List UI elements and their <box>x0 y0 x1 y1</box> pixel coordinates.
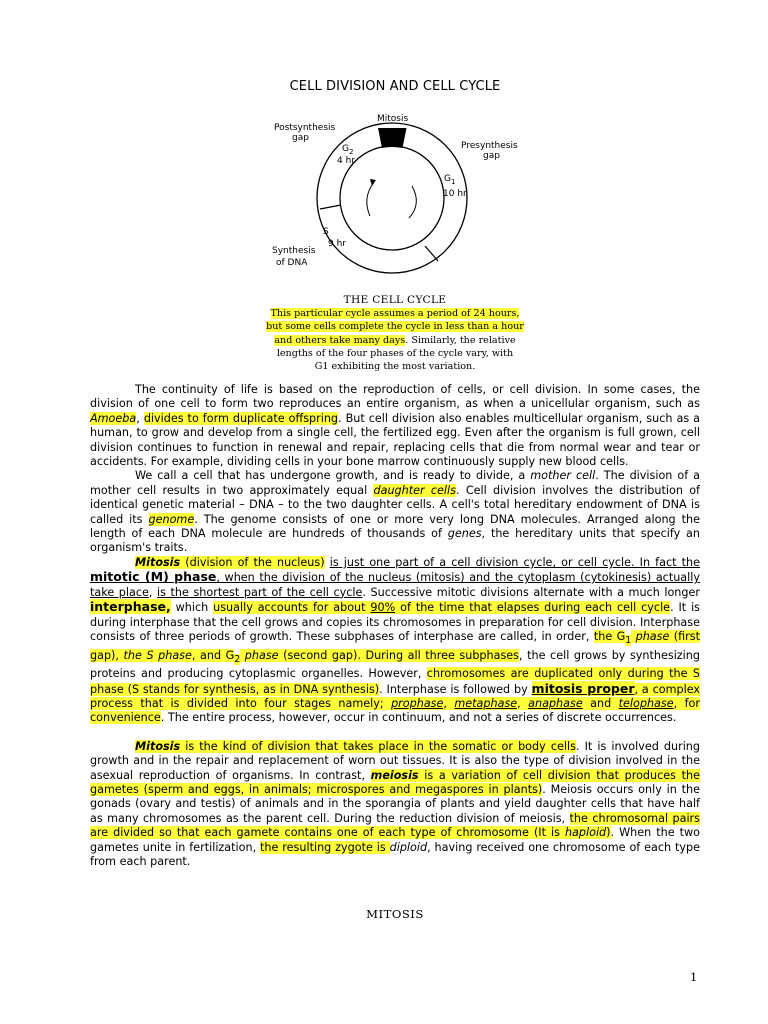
paragraph-2: We call a cell that has undergone growth, and is ready to divide, a mother cell. The division of a mother cell results in two approximately equal daughter cells. Cell division involves the distribution of identical genetic material – DNA – to the two daughter cells. A cell's total hereditary endowment of DNA is called its genome. The genome consists of one or more very long DNA molecules. Arranged along the length of each DNA molecule are hundreds of thousands of genes, the hereditary units that specify an organism's traits. <box>90 469 700 555</box>
label-postsynthesis-gap: gap <box>292 133 309 143</box>
label-s: S <box>323 227 329 237</box>
label-mitosis: Mitosis <box>377 114 409 124</box>
label-g2: $G_2$ <box>342 144 354 156</box>
caption-title: THE CELL CYCLE <box>343 294 447 306</box>
figure-caption <box>250 294 540 373</box>
paragraph-1: The continuity of life is based on the reproduction of cells, or cell division. In some cases, the division of one cell to form two reproduces an entire organism, as when a unicellular organism, such as Amoeba, divides to form duplicate offspring. But cell division also enables multicellular organism, such as a human, to grow and develop from a single cell, the fertilized egg. Even after the organism is full grown, cell division continues to function in renewal and repair, replacing cells that die from normal wear and tear or accidents. For example, dividing cells in your bone marrow continuously supply new blood cells. <box>90 383 700 469</box>
label-of-dna: of DNA <box>276 258 308 268</box>
caption-line-3b: . Similarly, the relative <box>405 334 516 346</box>
label-synthesis: Synthesis <box>272 246 316 256</box>
section-heading-mitosis: MITOSIS <box>366 907 424 921</box>
caption-line-4: lengths of the four phases of the cycle vary, with <box>276 347 514 359</box>
label-g2-hours: 4 hr <box>337 156 355 166</box>
paragraph-3: Mitosis (division of the nucleus) is just one part of a cell division cycle, or cell cycle. In fact the mitotic (M) phase, when the division of the nucleus (mitosis) and the cytoplasm (cytokinesis) actually take place, is the shortest part of the cell cycle. Successive mitotic divisions alternate with a much longer interphase, which usually accounts for about 90% of the time that elapses during each cell cycle. It is during interphase that the cell grows and copies its chromosomes in preparation for cell division. Interphase consists of three periods of growth. These subphases of interphase are called, in order, the $G_1$ phase (first gap), the S phase, and $G_2$ phase (second gap). During all three subphases, the cell grows by synthesizing proteins and producing cytoplasmic organelles. However, chromosomes are duplicated only during the S phase (S stands for synthesis, as in DNA synthesis). Interphase is followed by mitosis proper, a complex process that is divided into four stages namely; prophase, metaphase, anaphase and telophase, for convenience. The entire process, however, occur in continuum, and not a series of discrete occurrences. <box>90 555 701 725</box>
divider-g1-s <box>425 246 438 261</box>
caption-line-3a: and others take many days <box>274 334 406 346</box>
mitosis-segment <box>378 128 406 148</box>
divider-g2-s <box>320 205 341 209</box>
caption-line-2: but some cells complete the cycle in less than a hour <box>266 321 524 333</box>
body-text <box>90 383 700 869</box>
caption-line-1: This particular cycle assumes a period of 24 hours, <box>270 308 520 320</box>
caption-line-5: G1 exhibiting the most variation. <box>314 361 476 373</box>
cell-cycle-diagram <box>262 106 542 278</box>
paragraph-4: Mitosis is the kind of division that takes place in the somatic or body cells. It is involved during growth and in the repair and replacement of worn out tissues. It is also the type of division involved in the asexual reproduction of organisms. In contrast, meiosis is a variation of cell division that produces the gametes (sperm and eggs, in animals; microspores and megaspores in plants). Meiosis occurs only in the gonads (ovary and testis) of animals and in the sporangia of plants and yield daughter cells that have half as many chromosomes as the parent cell. During the reduction division of meiosis, the chromosomal pairs are divided so that each gamete contains one of each type of chromosome (It is haploid). When the two gametes unite in fertilization, the resulting zygote is diploid, having received one chromosome of each type from each parent. <box>90 739 701 869</box>
inner-ring <box>340 146 444 250</box>
label-presynthesis-gap: gap <box>483 151 500 161</box>
label-g1-hours: 10 hr <box>443 189 467 199</box>
cycle-arrow-left <box>367 182 374 216</box>
label-g1: $G_1$ <box>444 174 456 186</box>
label-postsynthesis: Postsynthesis <box>274 123 336 133</box>
label-s-hours: 9 hr <box>328 239 346 249</box>
cycle-arrow-right <box>409 186 416 218</box>
page-number: 1 <box>690 970 698 984</box>
label-presynthesis: Presynthesis <box>461 141 518 151</box>
document-title: CELL DIVISION AND CELL CYCLE <box>289 79 501 94</box>
cycle-arrow-left-head <box>370 179 376 186</box>
